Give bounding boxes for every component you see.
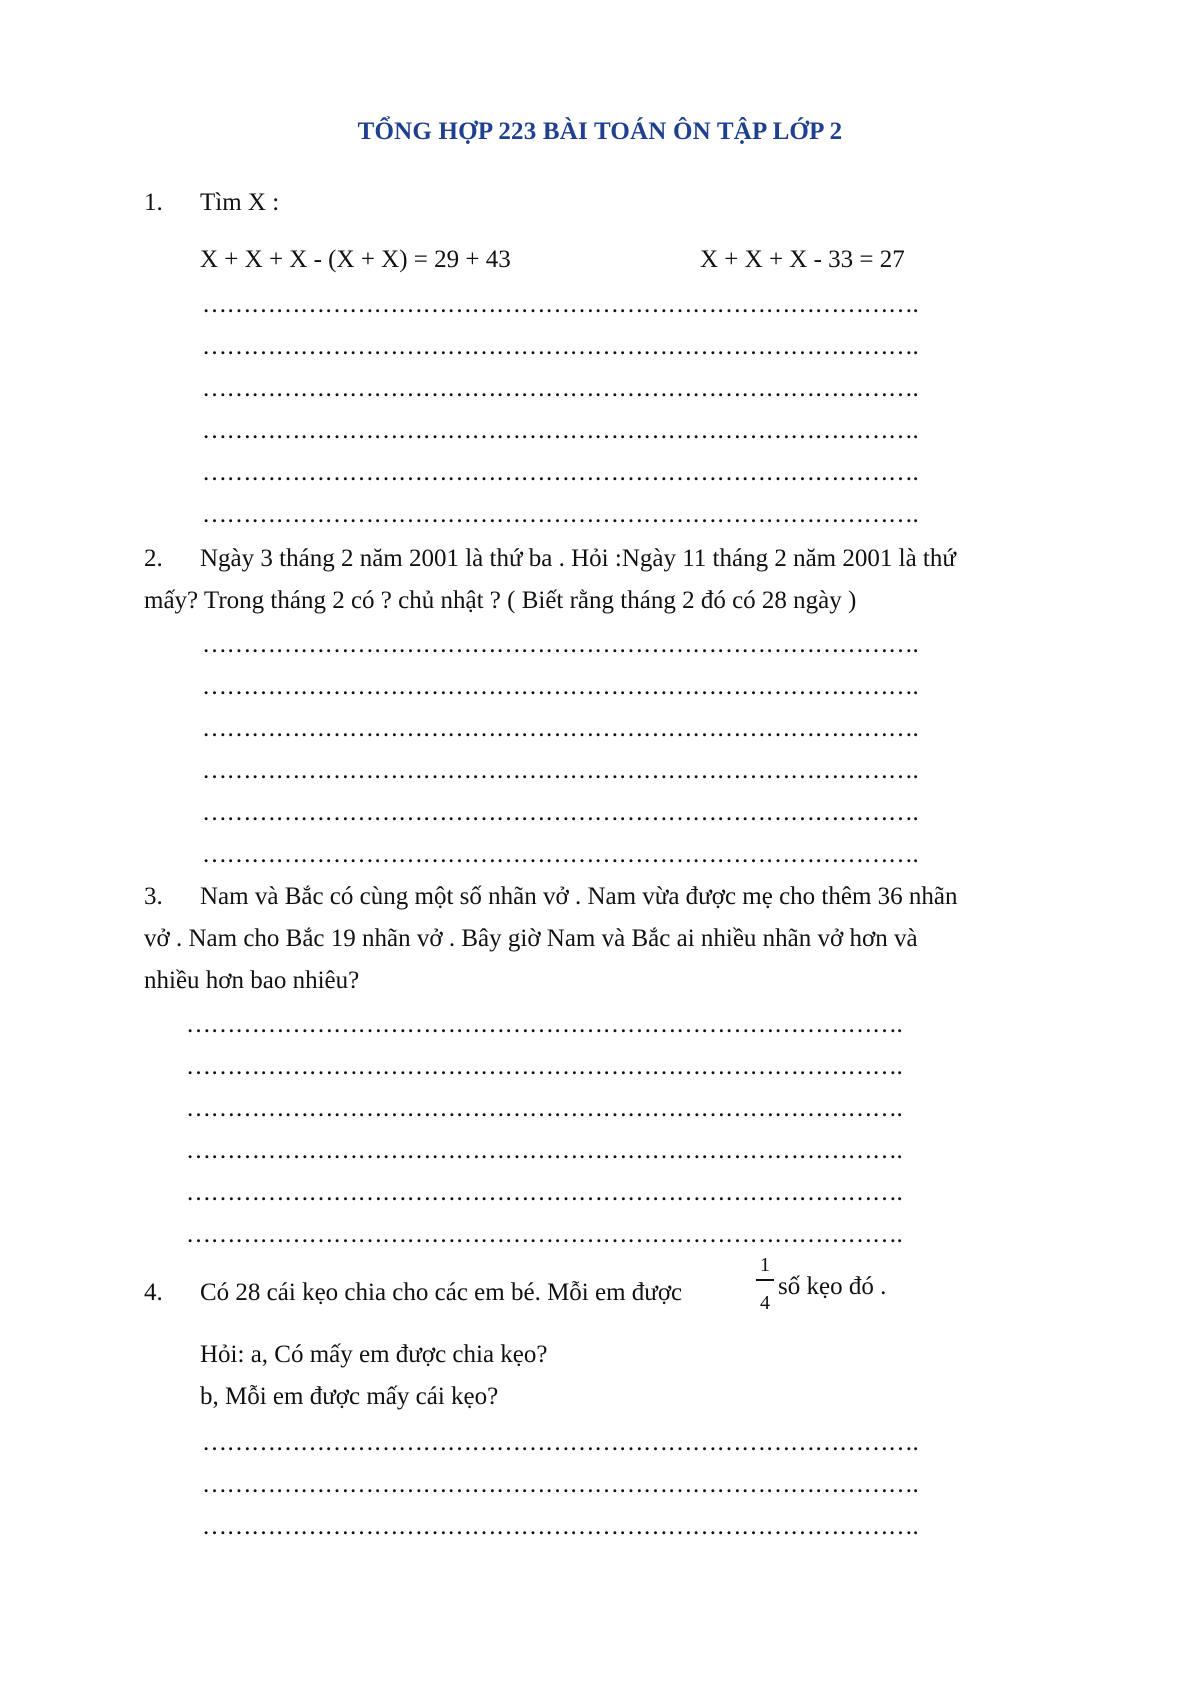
answer-line: ……………………………………………………………………………. — [202, 841, 919, 868]
q2-line-2: mấy? Trong tháng 2 có ? chủ nhật ? ( Biết rằng tháng 2 đó có 28 ngày ) — [144, 587, 857, 614]
q3-line-3: nhiều hơn bao nhiêu? — [144, 967, 360, 994]
q1-label: Tìm X : — [200, 189, 280, 216]
answer-line: ……………………………………………………………………………. — [186, 1221, 903, 1248]
answer-line: ……………………………………………………………………………. — [202, 1513, 919, 1540]
answer-line: ……………………………………………………………………………. — [202, 715, 919, 742]
answer-line: ……………………………………………………………………………. — [202, 417, 919, 444]
fraction-numerator: 1 — [760, 1254, 770, 1276]
q3-number: 3. — [144, 883, 163, 910]
answer-line: ……………………………………………………………………………. — [202, 1429, 919, 1456]
fraction-bar — [756, 1279, 774, 1281]
answer-line: ……………………………………………………………………………. — [202, 673, 919, 700]
q3-line-2: vở . Nam cho Bắc 19 nhãn vở . Bây giờ Nam và Bắc ai nhiều nhãn vở hơn và — [144, 925, 918, 952]
answer-line: ……………………………………………………………………………. — [186, 1053, 903, 1080]
answer-line: ……………………………………………………………………………. — [186, 1179, 903, 1206]
q4-sub-b: b, Mỗi em được mấy cái kẹo? — [200, 1383, 499, 1410]
answer-line: ……………………………………………………………………………. — [202, 1471, 919, 1498]
q4-number: 4. — [144, 1279, 163, 1306]
q3-line-1: Nam và Bắc có cùng một số nhãn vở . Nam vừa được mẹ cho thêm 36 nhãn — [200, 883, 958, 910]
answer-line: ……………………………………………………………………………. — [186, 1137, 903, 1164]
page-title: TỔNG HỢP 223 BÀI TOÁN ÔN TẬP LỚP 2 — [357, 118, 843, 145]
answer-line: ……………………………………………………………………………. — [202, 799, 919, 826]
q4-sub-a: Hỏi: a, Có mấy em được chia kẹo? — [200, 1341, 548, 1368]
q1-equation-right: X + X + X - 33 = 27 — [700, 246, 905, 273]
answer-line: ……………………………………………………………………………. — [202, 375, 919, 402]
answer-line: ……………………………………………………………………………. — [202, 631, 919, 658]
answer-line: ……………………………………………………………………………. — [202, 459, 919, 486]
q4-text-after: số kẹo đó . — [778, 1273, 887, 1300]
answer-line: ……………………………………………………………………………. — [186, 1011, 903, 1038]
fraction-denominator: 4 — [760, 1292, 770, 1314]
q4-text: Có 28 cái kẹo chia cho các em bé. Mỗi em được — [200, 1279, 683, 1306]
answer-line: ……………………………………………………………………………. — [202, 333, 919, 360]
answer-line: ……………………………………………………………………………. — [202, 501, 919, 528]
answer-line: ……………………………………………………………………………. — [202, 291, 919, 318]
q1-number: 1. — [144, 189, 163, 216]
answer-line: ……………………………………………………………………………. — [202, 757, 919, 784]
q2-line-1: Ngày 3 tháng 2 năm 2001 là thứ ba . Hỏi :Ngày 11 tháng 2 năm 2001 là thứ — [200, 545, 956, 572]
answer-line: ……………………………………………………………………………. — [186, 1095, 903, 1122]
q1-equation-left: X + X + X - (X + X) = 29 + 43 — [200, 246, 511, 273]
q2-number: 2. — [144, 545, 163, 572]
